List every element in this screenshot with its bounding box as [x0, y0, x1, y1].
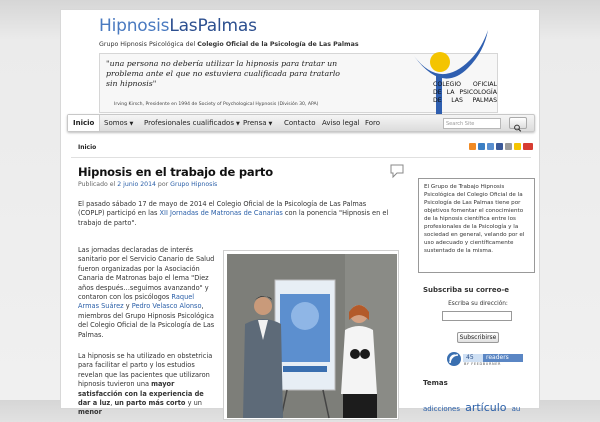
p1-text-b: con la ponencia "Hipnosis en el trabajo de parto".	[78, 209, 389, 227]
tags-title: Temas	[423, 379, 448, 387]
email-icon[interactable]	[505, 143, 512, 150]
feedburner-badge[interactable]	[446, 351, 526, 371]
caret-down-icon: ▼	[236, 121, 240, 127]
nav-item-somos[interactable]	[104, 115, 133, 131]
digg-icon[interactable]	[487, 143, 494, 150]
rss-icon[interactable]	[469, 143, 476, 150]
header-banner	[99, 53, 498, 113]
nav-item-profesionales[interactable]	[144, 115, 240, 131]
p2-text-b: , miembros del Grupo Hipnosis Psicológica del Colegio Oficial de la Psicología de Las Palmas.	[78, 302, 215, 339]
tag-cloud	[423, 396, 535, 415]
subscribe-title: Subscriba su correo-e	[423, 286, 510, 294]
nav-label: Foro	[365, 119, 381, 127]
nav-item-contacto[interactable]	[284, 115, 316, 131]
nav-label: Profesionales cualificados	[144, 119, 234, 127]
meta-mid: por	[155, 181, 171, 188]
nav-item-inicio[interactable]	[68, 115, 100, 131]
p2-text-mid: y	[123, 302, 132, 311]
post-date-link[interactable]: 2 junio 2014	[117, 181, 156, 188]
pedro-link[interactable]: Pedro Velasco Alonso	[131, 302, 202, 311]
nav-label: Aviso legal	[322, 119, 360, 127]
rss-count: 45	[466, 354, 474, 361]
site-tagline	[99, 41, 359, 48]
post-photo[interactable]	[223, 250, 399, 420]
p1-text-a: El pasado sábado 17 de mayo de 2014 el Colegio Oficial de la Psicología de Las Palmas (COPLP) participó en las	[78, 200, 367, 218]
email-field[interactable]	[442, 311, 512, 321]
nav-item-foro[interactable]	[365, 115, 380, 131]
photo-image	[227, 254, 395, 416]
site-title-part1[interactable]: Hipnosis	[99, 16, 170, 36]
subscribe-button[interactable]: Subscribirse	[457, 332, 499, 343]
search-button[interactable]	[509, 117, 527, 129]
post-paragraph-2	[78, 246, 216, 340]
subscribe-label: Escriba su dirección:	[448, 301, 508, 307]
post-meta	[78, 181, 217, 188]
search-icon	[510, 123, 526, 133]
tag-link[interactable]: au	[511, 405, 521, 413]
nav-item-aviso-legal[interactable]	[322, 115, 360, 131]
rss-by-label: BY FEEDBURNER	[464, 362, 502, 366]
tag-link[interactable]: adicciones	[423, 405, 460, 413]
p3-text-mid: ,	[110, 399, 115, 408]
comment-bubble-icon[interactable]	[389, 163, 405, 179]
facebook-icon[interactable]	[496, 143, 503, 150]
p2-text-a: Las jornadas declaradas de interés sanitario por el Servicio Canario de Salud fueron organizadas por la Asociación Canaria de Matronas bajo el lema "Diez años después…seguimos avanzando" y contaron con los psicólogos	[78, 246, 215, 302]
page-container	[60, 9, 540, 417]
sidebar-about-box: El Grupo de Trabajo Hipnosis Psicológica del Colegio Oficial de la Psicología de Las Palmas tiene por objetivos fomentar el conocimiento de la hipnosis científica entre los profesionales de la Psicología y la sociedad en general, velando por el uso adecuado y científicamente sustentado de la misma.	[418, 178, 535, 273]
post-paragraph-3	[78, 352, 216, 418]
print-icon[interactable]	[514, 143, 521, 150]
nav-label: Contacto	[284, 119, 316, 127]
nav-item-prensa[interactable]	[243, 115, 272, 131]
delicious-icon[interactable]	[478, 143, 485, 150]
divider	[71, 157, 531, 158]
breadcrumb[interactable]: Inicio	[78, 144, 97, 151]
tag-link[interactable]: artículo	[465, 401, 507, 414]
nav-label: Inicio	[73, 119, 95, 127]
meta-prefix: Publicado el	[78, 181, 118, 188]
tagline-text: Grupo Hipnosis Psicológica del	[99, 41, 198, 48]
nav-label: Prensa	[243, 119, 267, 127]
raquel-link[interactable]: Raquel Armas Suárez	[78, 293, 195, 311]
caret-down-icon: ▼	[129, 121, 134, 127]
p3-bold-2: un parto más corto	[114, 399, 186, 408]
caret-down-icon: ▼	[268, 121, 273, 127]
p3-text-a: La hipnosis se ha utilizado en obstetricia para facilitar el parto y los estudios revelan que las pacientes que utilizaron hipnosis tuvieron una	[78, 352, 213, 389]
site-title-part2[interactable]: LasPalmas	[169, 16, 257, 36]
tagline-bold: Colegio Oficial de la Psicología de Las Palmas	[197, 41, 359, 48]
photo-illustration	[227, 254, 397, 418]
jornadas-link[interactable]: XII Jornadas de Matronas de Canarias	[159, 209, 283, 218]
rss-readers-label: readers	[486, 354, 509, 361]
post-paragraph-1	[78, 200, 390, 228]
p3-text-c: y un	[185, 399, 202, 408]
nav-label: Somos	[104, 119, 128, 127]
banner-quote: "una persona no debería utilizar la hipnosis para tratar un problema ante el que no estuviera cualificada para tratarlo sin hipnosis"	[106, 59, 341, 88]
banner-quote-credit: Irving Kirsch, Presidente en 1994 de Society of Psychological Hypnosis (División 30, APA)	[114, 102, 319, 107]
college-logo-text: COLEGIO OFICIAL DE LA PSICOLOGÍA DE LAS PALMAS	[433, 81, 497, 104]
p3-bold-3: menor	[78, 408, 102, 417]
google-plus-icon[interactable]	[523, 143, 533, 150]
p3-bold-1: mayor satisfacción con la experiencia de dar a luz	[78, 380, 204, 408]
site-title[interactable]	[99, 16, 257, 36]
post-title[interactable]: Hipnosis en el trabajo de parto	[78, 165, 273, 179]
post-author-link[interactable]: Grupo Hipnosis	[170, 181, 218, 188]
search-input[interactable]: Search Site	[443, 118, 501, 129]
main-nav	[67, 114, 535, 132]
